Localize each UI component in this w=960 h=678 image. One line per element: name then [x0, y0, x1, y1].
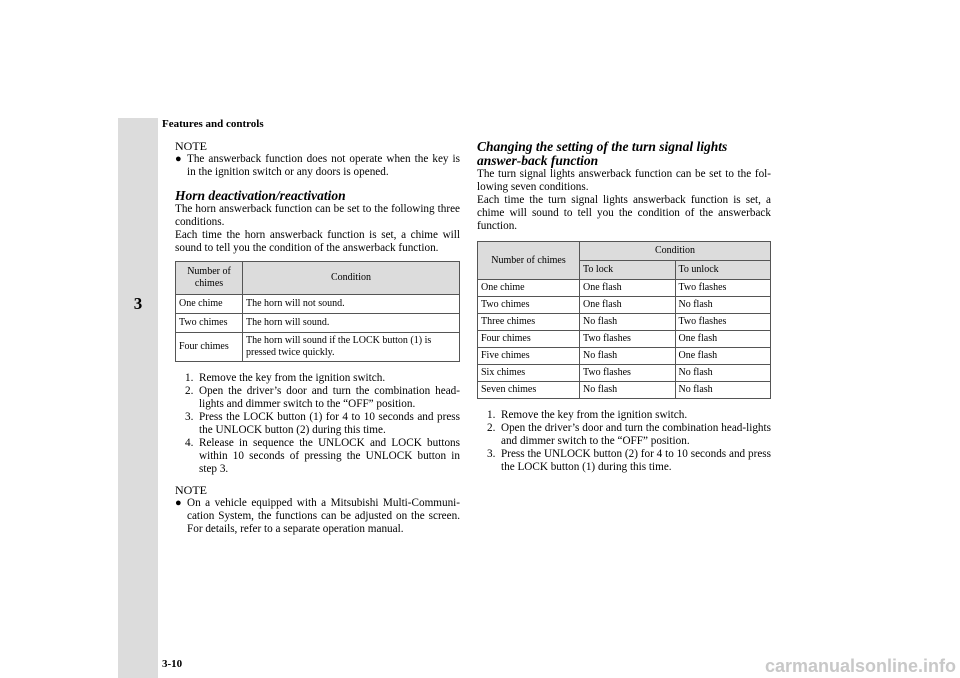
table-header: Number of chimes [478, 242, 580, 280]
table-row: Seven chimes No flash No flash [478, 382, 771, 399]
note-item [175, 153, 460, 179]
paragraph: The turn signal lights answerback function can be set to the fol-lowing seven conditions. [477, 168, 771, 193]
list-item: 3. Press the UNLOCK button (2) for 4 to 10 seconds and press the LOCK button (1) during this time. [487, 448, 771, 473]
turn-signal-chime-table [477, 241, 771, 399]
table-cell: The horn will sound. [243, 314, 460, 333]
table-row: Three chimes No flash Two flashes [478, 314, 771, 331]
watermark: carmanualsonline.info [764, 656, 956, 676]
section-title-turn-signal: Changing the setting of the turn signal lights answer-back function [477, 139, 728, 168]
page-number: 3-10 [162, 658, 183, 670]
note-text: The answerback function does not operate when the key is in the ignition switch or any doors is opened. [187, 153, 460, 178]
table-cell: Two chimes [176, 314, 243, 333]
paragraph: Each time the turn signal lights answerback function is set, a chime will sound to tell you the condition of the answerback function. [477, 194, 771, 232]
horn-steps-list [175, 372, 460, 476]
paragraph: The horn answerback function can be set to the following three conditions. [175, 203, 460, 228]
bullet-icon: ● [175, 497, 182, 509]
left-column [175, 140, 460, 536]
paragraph: Each time the horn answerback function is set, a chime will sound to tell you the condition of the answerback function. [175, 229, 460, 254]
list-item: 2. Open the driver’s door and turn the combination head-lights and dimmer switch to the “OFF” position. [487, 422, 771, 447]
table-row: Two chimes One flash No flash [478, 297, 771, 314]
list-item: 1. Remove the key from the ignition switch. [487, 409, 688, 421]
table-row: Six chimes Two flashes No flash [478, 365, 771, 382]
table-header: To lock [580, 261, 676, 280]
table-row: One chime One flash Two flashes [478, 280, 771, 297]
section-title-horn: Horn deactivation/reactivation [175, 188, 346, 203]
note-item [175, 497, 460, 536]
chapter-number: 3 [133, 294, 143, 313]
note-label: NOTE [175, 139, 207, 153]
list-item: 4. Release in sequence the UNLOCK and LOCK buttons within 10 seconds of pressing the UNLOCK button in step 3. [185, 437, 460, 475]
note-text: On a vehicle equipped with a Mitsubishi Multi-Communi-cation System, the functions can be adjusted on the screen. For details, refer to a separate operation manual. [187, 497, 460, 535]
bullet-icon: ● [175, 153, 182, 165]
table-cell: One chime [176, 295, 243, 314]
table-header: Condition [243, 262, 460, 295]
table-header: To unlock [675, 261, 771, 280]
table-row [176, 295, 460, 314]
table-row: Five chimes No flash One flash [478, 348, 771, 365]
note-label: NOTE [175, 483, 207, 497]
table-cell: Four chimes [176, 333, 243, 362]
table-row: Four chimes Two flashes One flash [478, 331, 771, 348]
table-row [176, 314, 460, 333]
table-header: Condition [580, 242, 771, 261]
right-column [477, 140, 771, 474]
section-header: Features and controls [162, 118, 264, 130]
table-header: Number of chimes [176, 262, 243, 295]
horn-chime-table [175, 261, 460, 362]
list-item: 3. Press the LOCK button (1) for 4 to 10 seconds and press the UNLOCK button (2) during this time. [185, 411, 460, 436]
table-cell: The horn will sound if the LOCK button (1) is pressed twice quickly. [243, 333, 460, 362]
list-item: 2. Open the driver’s door and turn the combination head-lights and dimmer switch to the “OFF” position. [185, 385, 460, 410]
table-row [176, 333, 460, 362]
table-cell: The horn will not sound. [243, 295, 460, 314]
list-item: 1. Remove the key from the ignition switch. [185, 372, 386, 384]
turn-signal-steps-list [477, 409, 771, 474]
chapter-tab [118, 118, 158, 678]
